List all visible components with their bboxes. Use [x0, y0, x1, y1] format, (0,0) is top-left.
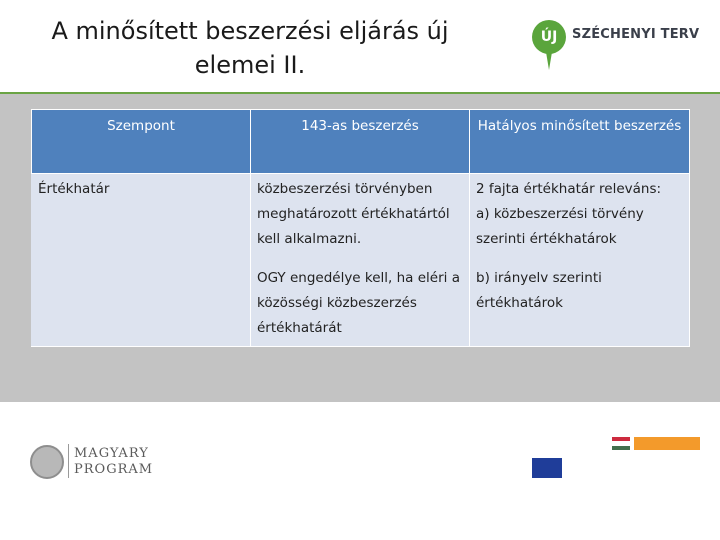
- header-cell-143: 143-as beszerzés: [251, 110, 470, 174]
- logo-name-line1: MAGYARY: [74, 446, 149, 461]
- cell-current-text-1: 2 fajta értékhatár releváns:: [476, 181, 662, 197]
- szechenyi-terv-logo: [528, 18, 708, 78]
- row-label-cell: Értékhatár: [32, 174, 251, 347]
- slide-title-line2: elemei II.: [194, 51, 306, 79]
- slide-title-line1: A minősített beszerzési eljárás új: [51, 17, 449, 45]
- logo-divider: [68, 444, 69, 478]
- cell-143: [251, 174, 470, 347]
- table-header-row: [32, 110, 690, 174]
- logo-brand-text: SZÉCHENYI TERV: [572, 27, 700, 42]
- eu-funding-logos: [532, 432, 700, 482]
- eu-flag-icon: [532, 458, 562, 478]
- magyary-program-logo: [30, 442, 170, 482]
- cell-current: [470, 174, 690, 347]
- cell-current-text-2: a) közbeszerzési törvény szerinti értékhatárok: [476, 206, 644, 247]
- logo-name-line2: PROGRAM: [74, 462, 154, 477]
- portrait-seal-icon: [30, 445, 64, 479]
- hungarian-flag-icon: [612, 437, 630, 450]
- comparison-table: [31, 109, 690, 347]
- cell-current-text-3: b) irányelv szerinti értékhatárok: [476, 270, 602, 311]
- logo-name: [74, 446, 153, 478]
- slide-title: [30, 14, 470, 82]
- location-pin-icon: ÚJ: [532, 20, 566, 54]
- header-cell-current: Hatályos minősített beszerzés: [470, 110, 690, 174]
- table-row: [32, 174, 690, 347]
- cell-143-text-2: OGY engedélye kell, ha eléri a közösségi közbeszerzés értékhatárát: [257, 270, 460, 336]
- cell-143-text-1: közbeszerzési törvényben meghatározott értékhatártól kell alkalmazni.: [257, 181, 450, 247]
- program-badge-icon: [634, 437, 700, 450]
- header-cell-criterion: Szempont: [32, 110, 251, 174]
